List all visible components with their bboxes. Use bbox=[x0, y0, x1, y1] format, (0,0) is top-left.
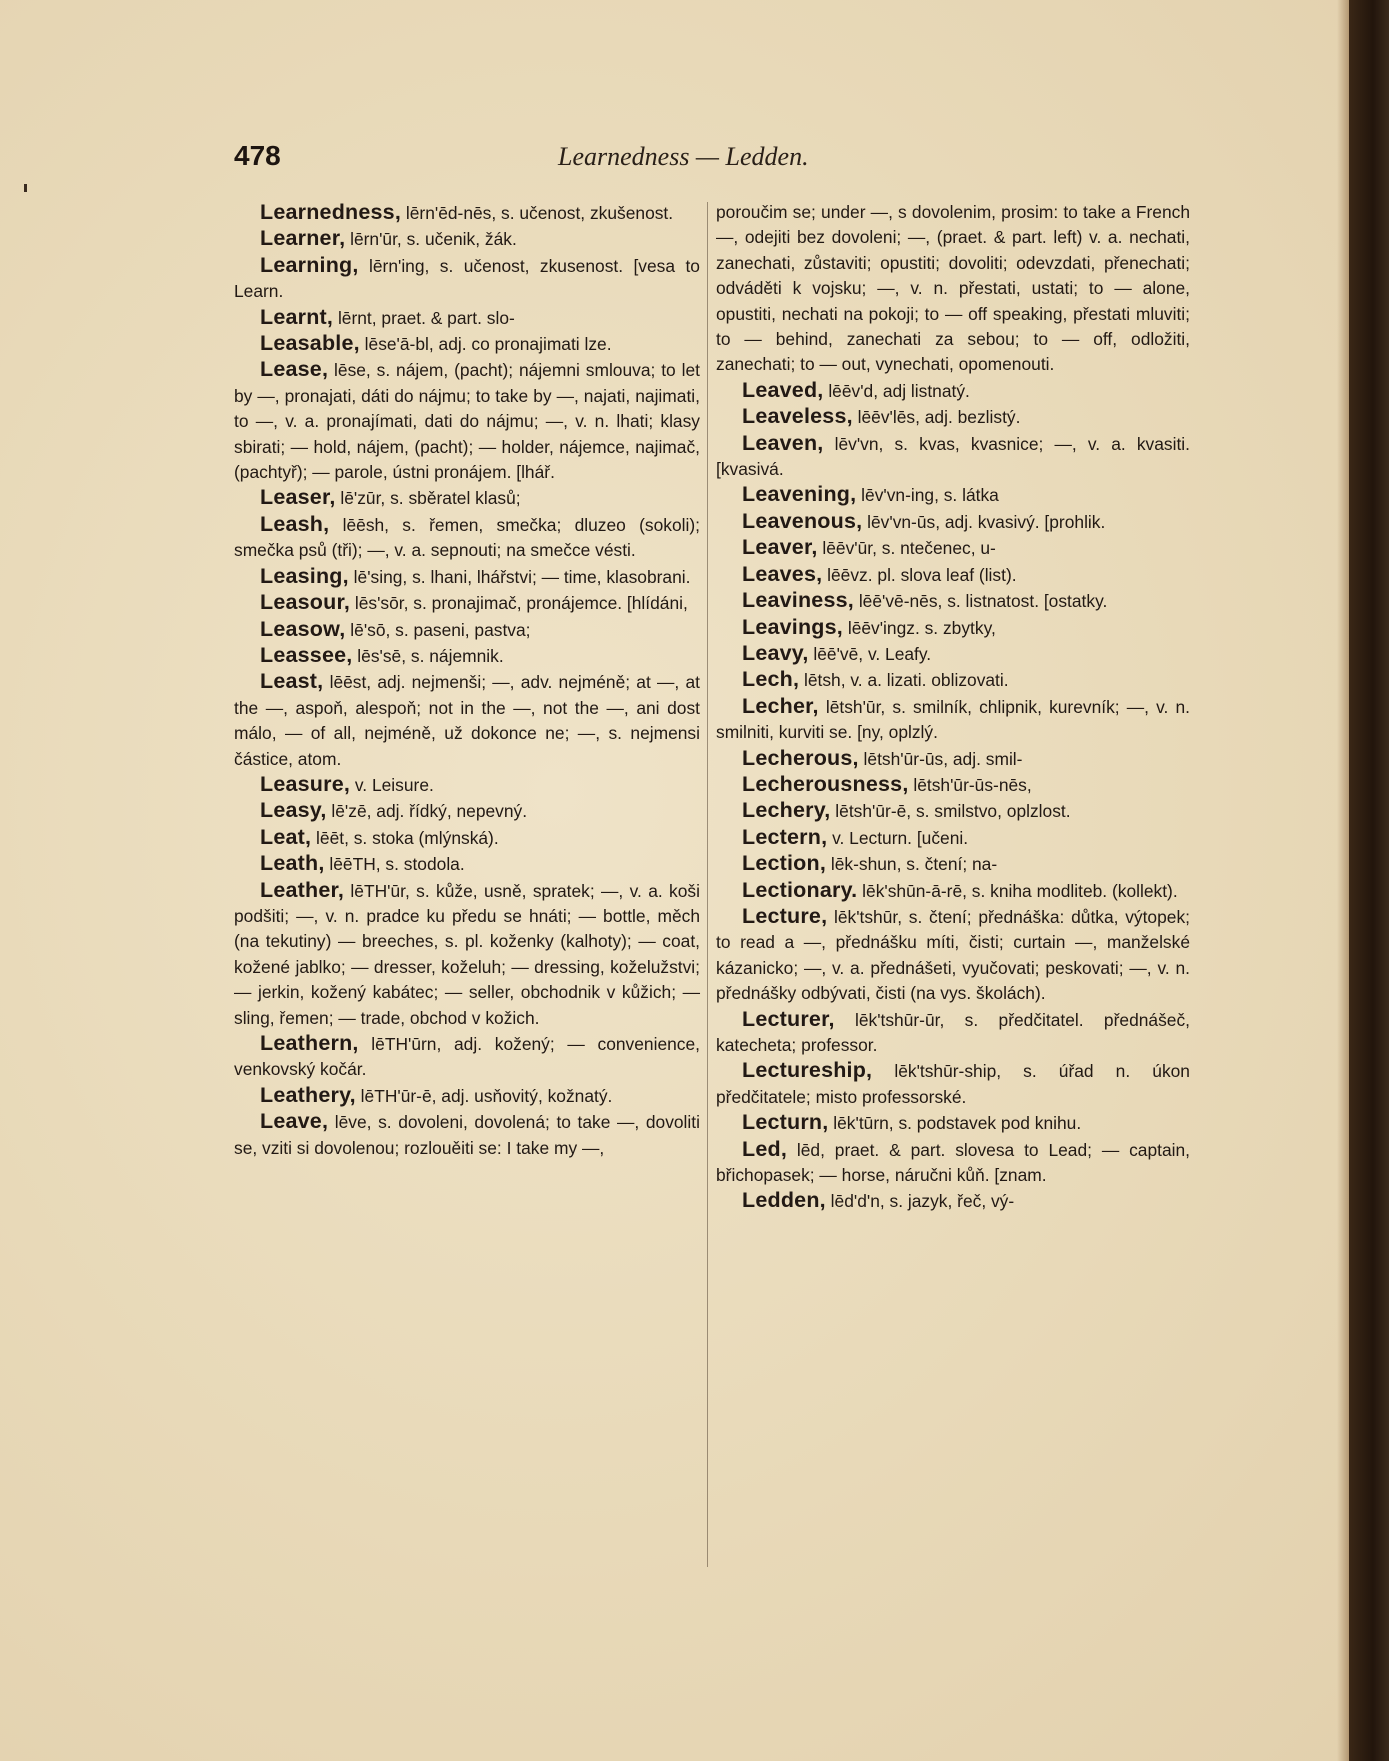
dictionary-entry bbox=[716, 1058, 1190, 1110]
dictionary-entry bbox=[234, 357, 700, 485]
book-binding-edge bbox=[1349, 0, 1389, 1761]
entry-definition: poroučim se; under —, s dovolenim, prosim: to take a French —, odejiti bez dovoleni; —, (praet. & part. left) v. a. nechati, zanechati, zůstaviti; opustiti; dovoliti; odevzdati, přenechati; odváděti k vojsku; —, v. n. přestati, ustati; to — alone, opustiti, nechati na pokoji; to — off speaking, přestati mluviti; to — behind, zanechati za sebou; to — off, odložiti, zanechati; to — out, vynechati, opomenouti. bbox=[716, 202, 1190, 375]
dictionary-entry bbox=[716, 746, 1190, 772]
dictionary-entry bbox=[234, 643, 700, 669]
dictionary-entry bbox=[716, 641, 1190, 667]
entry-headword: Lecherous, bbox=[742, 745, 859, 770]
dictionary-entry bbox=[716, 1188, 1190, 1214]
entry-headword: Leasable, bbox=[260, 331, 360, 356]
entry-definition: lēk'tūrn, s. podstavek pod knihu. bbox=[833, 1113, 1082, 1134]
entry-definition: lētsh'ūr-ūs-nēs, bbox=[913, 774, 1032, 795]
entry-headword: Leaser, bbox=[260, 485, 336, 510]
entry-headword: Lecturer, bbox=[742, 1006, 835, 1031]
dictionary-entry bbox=[234, 305, 700, 331]
dictionary-entry bbox=[716, 431, 1190, 483]
dictionary-entry bbox=[716, 1007, 1190, 1059]
page-number: 478 bbox=[234, 140, 281, 171]
entry-definition: lēēv'ūr, s. ntečenec, u- bbox=[822, 538, 996, 559]
dictionary-entry bbox=[716, 562, 1190, 588]
entry-definition: lēv'vn, s. kvas, kvasnice; —, v. a. kvasiti. [kvasivá. bbox=[716, 433, 1190, 480]
entry-definition: lēēt, s. stoka (mlýnská). bbox=[316, 827, 499, 848]
entry-headword: Leasy, bbox=[260, 798, 327, 823]
entry-headword: Leassee, bbox=[260, 642, 353, 667]
running-head: Learnedness — Ledden. bbox=[558, 142, 809, 171]
dictionary-entry bbox=[716, 851, 1190, 877]
entry-definition: lēēv'd, adj listnatý. bbox=[828, 380, 970, 401]
entry-definition: lē'zē, adj. řídký, nepevný. bbox=[331, 801, 528, 822]
page-edge-shadow bbox=[1337, 0, 1349, 1761]
dictionary-entry bbox=[716, 588, 1190, 614]
dictionary-entry bbox=[716, 1137, 1190, 1189]
entry-definition: lēē'vē, v. Leafy. bbox=[813, 643, 932, 664]
entry-definition: lēse, s. nájem, (pacht); nájemni smlouva; to let by —, pronajati, dáti do nájmu; to take by —, najati, najimati, to —, v. a. pronajímati, dati do nájmu; —, v. n. lhati; klasy sbirati; — hold, nájem, (pacht); — holder, nájemce, najimač, (pachtyř); — parole, ústni pronájem. [lhář. bbox=[234, 360, 700, 483]
entry-headword: Leash, bbox=[260, 511, 330, 536]
entry-headword: Lecturn, bbox=[742, 1110, 829, 1135]
entry-headword: Lechery, bbox=[742, 798, 831, 823]
dictionary-entry bbox=[716, 378, 1190, 404]
entry-headword: Learner, bbox=[260, 226, 346, 251]
entry-headword: Leavenous, bbox=[742, 508, 863, 533]
entry-definition: lē'sing, s. lhani, lhářstvi; — time, klasobrani. bbox=[353, 566, 691, 587]
entry-definition: lērn'ūr, s. učenik, žák. bbox=[350, 229, 517, 250]
dictionary-entry bbox=[716, 482, 1190, 508]
dictionary-entry bbox=[234, 564, 700, 590]
entry-definition: lēk'shūn-ā-rē, s. kniha modliteb. (kollekt). bbox=[862, 880, 1178, 901]
entry-headword: Leavings, bbox=[742, 614, 843, 639]
entry-definition: lēse'ā-bl, adj. co pronajimati lze. bbox=[364, 334, 612, 355]
entry-definition: lērnt, praet. & part. slo- bbox=[337, 307, 515, 328]
entry-definition: lēēv'ingz. s. zbytky, bbox=[847, 617, 996, 638]
left-column bbox=[234, 200, 700, 1161]
entry-definition: lēTH'ūr-ē, adj. usňovitý, kožnatý. bbox=[360, 1085, 613, 1106]
dictionary-entry bbox=[716, 1110, 1190, 1136]
entry-definition: lēk-shun, s. čtení; na- bbox=[830, 854, 998, 875]
entry-headword: Led, bbox=[742, 1136, 787, 1161]
dictionary-entry bbox=[234, 1031, 700, 1083]
dictionary-entry bbox=[234, 825, 700, 851]
entry-headword: Leave, bbox=[260, 1109, 329, 1134]
entry-headword: Leasing, bbox=[260, 563, 349, 588]
dictionary-entry bbox=[234, 798, 700, 824]
entry-headword: Leaved, bbox=[742, 377, 824, 402]
entry-headword: Lecher, bbox=[742, 693, 819, 718]
entry-definition: lērn'ing, s. učenost, zkusenost. [vesa to Learn. bbox=[234, 255, 700, 302]
dictionary-entry bbox=[234, 851, 700, 877]
entry-definition: lēd'd'n, s. jazyk, řeč, vý- bbox=[830, 1191, 1015, 1212]
dictionary-entry bbox=[234, 253, 700, 305]
entry-definition: lētsh'ūr-ē, s. smilstvo, oplzlost. bbox=[835, 801, 1071, 822]
entry-definition: lēēvz. pl. slova leaf (list). bbox=[827, 564, 1017, 585]
entry-headword: Least, bbox=[260, 669, 324, 694]
dictionary-entry bbox=[716, 667, 1190, 693]
entry-definition: lēd, praet. & part. slovesa to Lead; — captain, břichopasek; — horse, náručni kůň. [znam. bbox=[716, 1139, 1190, 1186]
entry-headword: Leathery, bbox=[260, 1082, 356, 1107]
entry-definition: lēTH'ūrn, adj. kožený; — convenience, venkovský kočár. bbox=[234, 1034, 700, 1080]
dictionary-entry bbox=[716, 535, 1190, 561]
entry-definition: lēk'tshūr, s. čtení; přednáška: důtka, výtopek; to read a —, přednášku míti, čisti; curtain —, manželské kázanicko; —, v. a. přednášeti, vyučovati; peskovati; —, v. n. přednášky odbývati, čisti (na vys. školách). bbox=[716, 906, 1190, 1004]
entry-definition: lēv'vn-ūs, adj. kvasivý. [prohlik. bbox=[867, 511, 1106, 532]
dictionary-entry bbox=[234, 485, 700, 511]
dictionary-entry bbox=[234, 200, 700, 226]
entry-definition: lēēsh, s. řemen, smečka; dluzeo (sokoli); smečka psů (tři); —, v. a. sepnouti; na smečce vésti. bbox=[234, 514, 700, 561]
entry-headword: Leaviness, bbox=[742, 588, 854, 613]
dictionary-entry bbox=[716, 772, 1190, 798]
entry-headword: Lech, bbox=[742, 667, 800, 692]
print-mark bbox=[24, 184, 27, 192]
entry-headword: Lectionary. bbox=[742, 877, 858, 902]
dictionary-entry bbox=[716, 509, 1190, 535]
entry-definition: lētsh'ūr-ūs, adj. smil- bbox=[863, 748, 1023, 769]
column-divider bbox=[707, 202, 708, 1567]
dictionary-entry bbox=[234, 512, 700, 564]
entry-headword: Lectureship, bbox=[742, 1058, 873, 1083]
entry-definition: lēk'tshūr-ūr, s. předčitatel. přednášeč, katecheta; professor. bbox=[716, 1009, 1190, 1055]
dictionary-entry bbox=[716, 904, 1190, 1007]
dictionary-entry bbox=[716, 694, 1190, 746]
entry-headword: Lease, bbox=[260, 357, 329, 382]
dictionary-entry bbox=[234, 226, 700, 252]
entry-definition: lē'zūr, s. sběratel klasů; bbox=[340, 488, 521, 509]
entry-definition: lē'sō, s. paseni, pastva; bbox=[350, 619, 531, 640]
entry-definition: lēēst, adj. nejmenši; —, adv. nejméně; at —, at the —, aspoň, alespoň; not in the —, not the —, ani dost málo, — of all, nejméně, už dokonce ne; —, s. nejmensi částice, atom. bbox=[234, 672, 700, 769]
entry-headword: Lecherousness, bbox=[742, 771, 909, 796]
dictionary-entry bbox=[234, 617, 700, 643]
dictionary-entry bbox=[234, 1083, 700, 1109]
entry-headword: Leather, bbox=[260, 877, 345, 902]
entry-headword: Leasow, bbox=[260, 616, 346, 641]
dictionary-entry bbox=[234, 669, 700, 772]
dictionary-entry bbox=[234, 772, 700, 798]
entry-definition: lēk'tshūr-ship, s. úřad n. úkon předčitatele; misto professorské. bbox=[716, 1061, 1190, 1107]
entry-headword: Ledden, bbox=[742, 1188, 826, 1213]
dictionary-entry bbox=[716, 798, 1190, 824]
dictionary-entry bbox=[234, 590, 700, 616]
entry-definition: v. Lecturn. [učeni. bbox=[832, 827, 969, 848]
entry-definition: lēve, s. dovoleni, dovolená; to take —, dovoliti se, vziti si dovolenou; rozlouěiti se: I take my —, bbox=[234, 1112, 700, 1158]
entry-definition: lētsh'ūr, s. smilník, chlipnik, kurevník; —, v. n. smilniti, kurviti se. [ny, oplzlý. bbox=[716, 696, 1190, 743]
entry-definition: lēē'vē-nēs, s. listnatost. [ostatky. bbox=[858, 591, 1108, 612]
entry-headword: Leaveless, bbox=[742, 404, 853, 429]
entry-headword: Lection, bbox=[742, 851, 827, 876]
entry-headword: Learning, bbox=[260, 252, 359, 277]
entry-headword: Leaves, bbox=[742, 561, 823, 586]
entry-definition: v. Leisure. bbox=[354, 774, 434, 795]
entry-definition: lēēv'lēs, adj. bezlistý. bbox=[857, 407, 1021, 428]
entry-headword: Leasure, bbox=[260, 771, 351, 796]
dictionary-entry bbox=[716, 615, 1190, 641]
entry-definition: lēv'vn-ing, s. látka bbox=[861, 485, 999, 506]
entry-headword: Leavy, bbox=[742, 640, 809, 665]
entry-headword: Leasour, bbox=[260, 590, 351, 615]
dictionary-entry bbox=[234, 878, 700, 1031]
entry-headword: Leaven, bbox=[742, 430, 824, 455]
entry-definition: lēēTH, s. stodola. bbox=[329, 854, 465, 875]
entry-definition: lētsh, v. a. lizati. oblizovati. bbox=[804, 670, 1009, 691]
entry-headword: Leath, bbox=[260, 851, 325, 876]
entry-definition: lēs'sē, s. nájemnik. bbox=[357, 645, 504, 666]
entry-headword: Leaver, bbox=[742, 535, 818, 560]
entry-headword: Learnt, bbox=[260, 304, 334, 329]
entry-definition: lēs'sōr, s. pronajimač, pronájemce. [hlídáni, bbox=[354, 593, 688, 614]
entry-definition: lērn'ēd-nēs, s. učenost, zkušenost. bbox=[405, 203, 674, 223]
entry-headword: Leat, bbox=[260, 824, 312, 849]
entry-headword: Learnedness, bbox=[260, 200, 402, 224]
entry-headword: Leavening, bbox=[742, 482, 857, 507]
entry-headword: Lecture, bbox=[742, 903, 828, 928]
right-column bbox=[716, 200, 1190, 1215]
entry-definition: lēTH'ūr, s. kůže, usně, spratek; —, v. a. koši podšiti; —, v. n. pradce ku předu se hnáti; — bottle, měch (na tekutiny) — breeches, s. pl. koženky (kalhoty); — coat, kožené jablko; — dresser, koželuh; — dressing, koželužstvi; — jerkin, kožený kabátec; — seller, obchodnik v kůžich; — sling, řemen; — trade, obchod v kožich. bbox=[234, 880, 700, 1028]
dictionary-entry bbox=[716, 200, 1190, 378]
dictionary-entry bbox=[234, 331, 700, 357]
entry-headword: Leathern, bbox=[260, 1031, 359, 1055]
dictionary-entry bbox=[234, 1109, 700, 1161]
dictionary-entry bbox=[716, 825, 1190, 851]
dictionary-entry bbox=[716, 878, 1190, 904]
dictionary-entry bbox=[716, 404, 1190, 430]
entry-headword: Lectern, bbox=[742, 824, 828, 849]
